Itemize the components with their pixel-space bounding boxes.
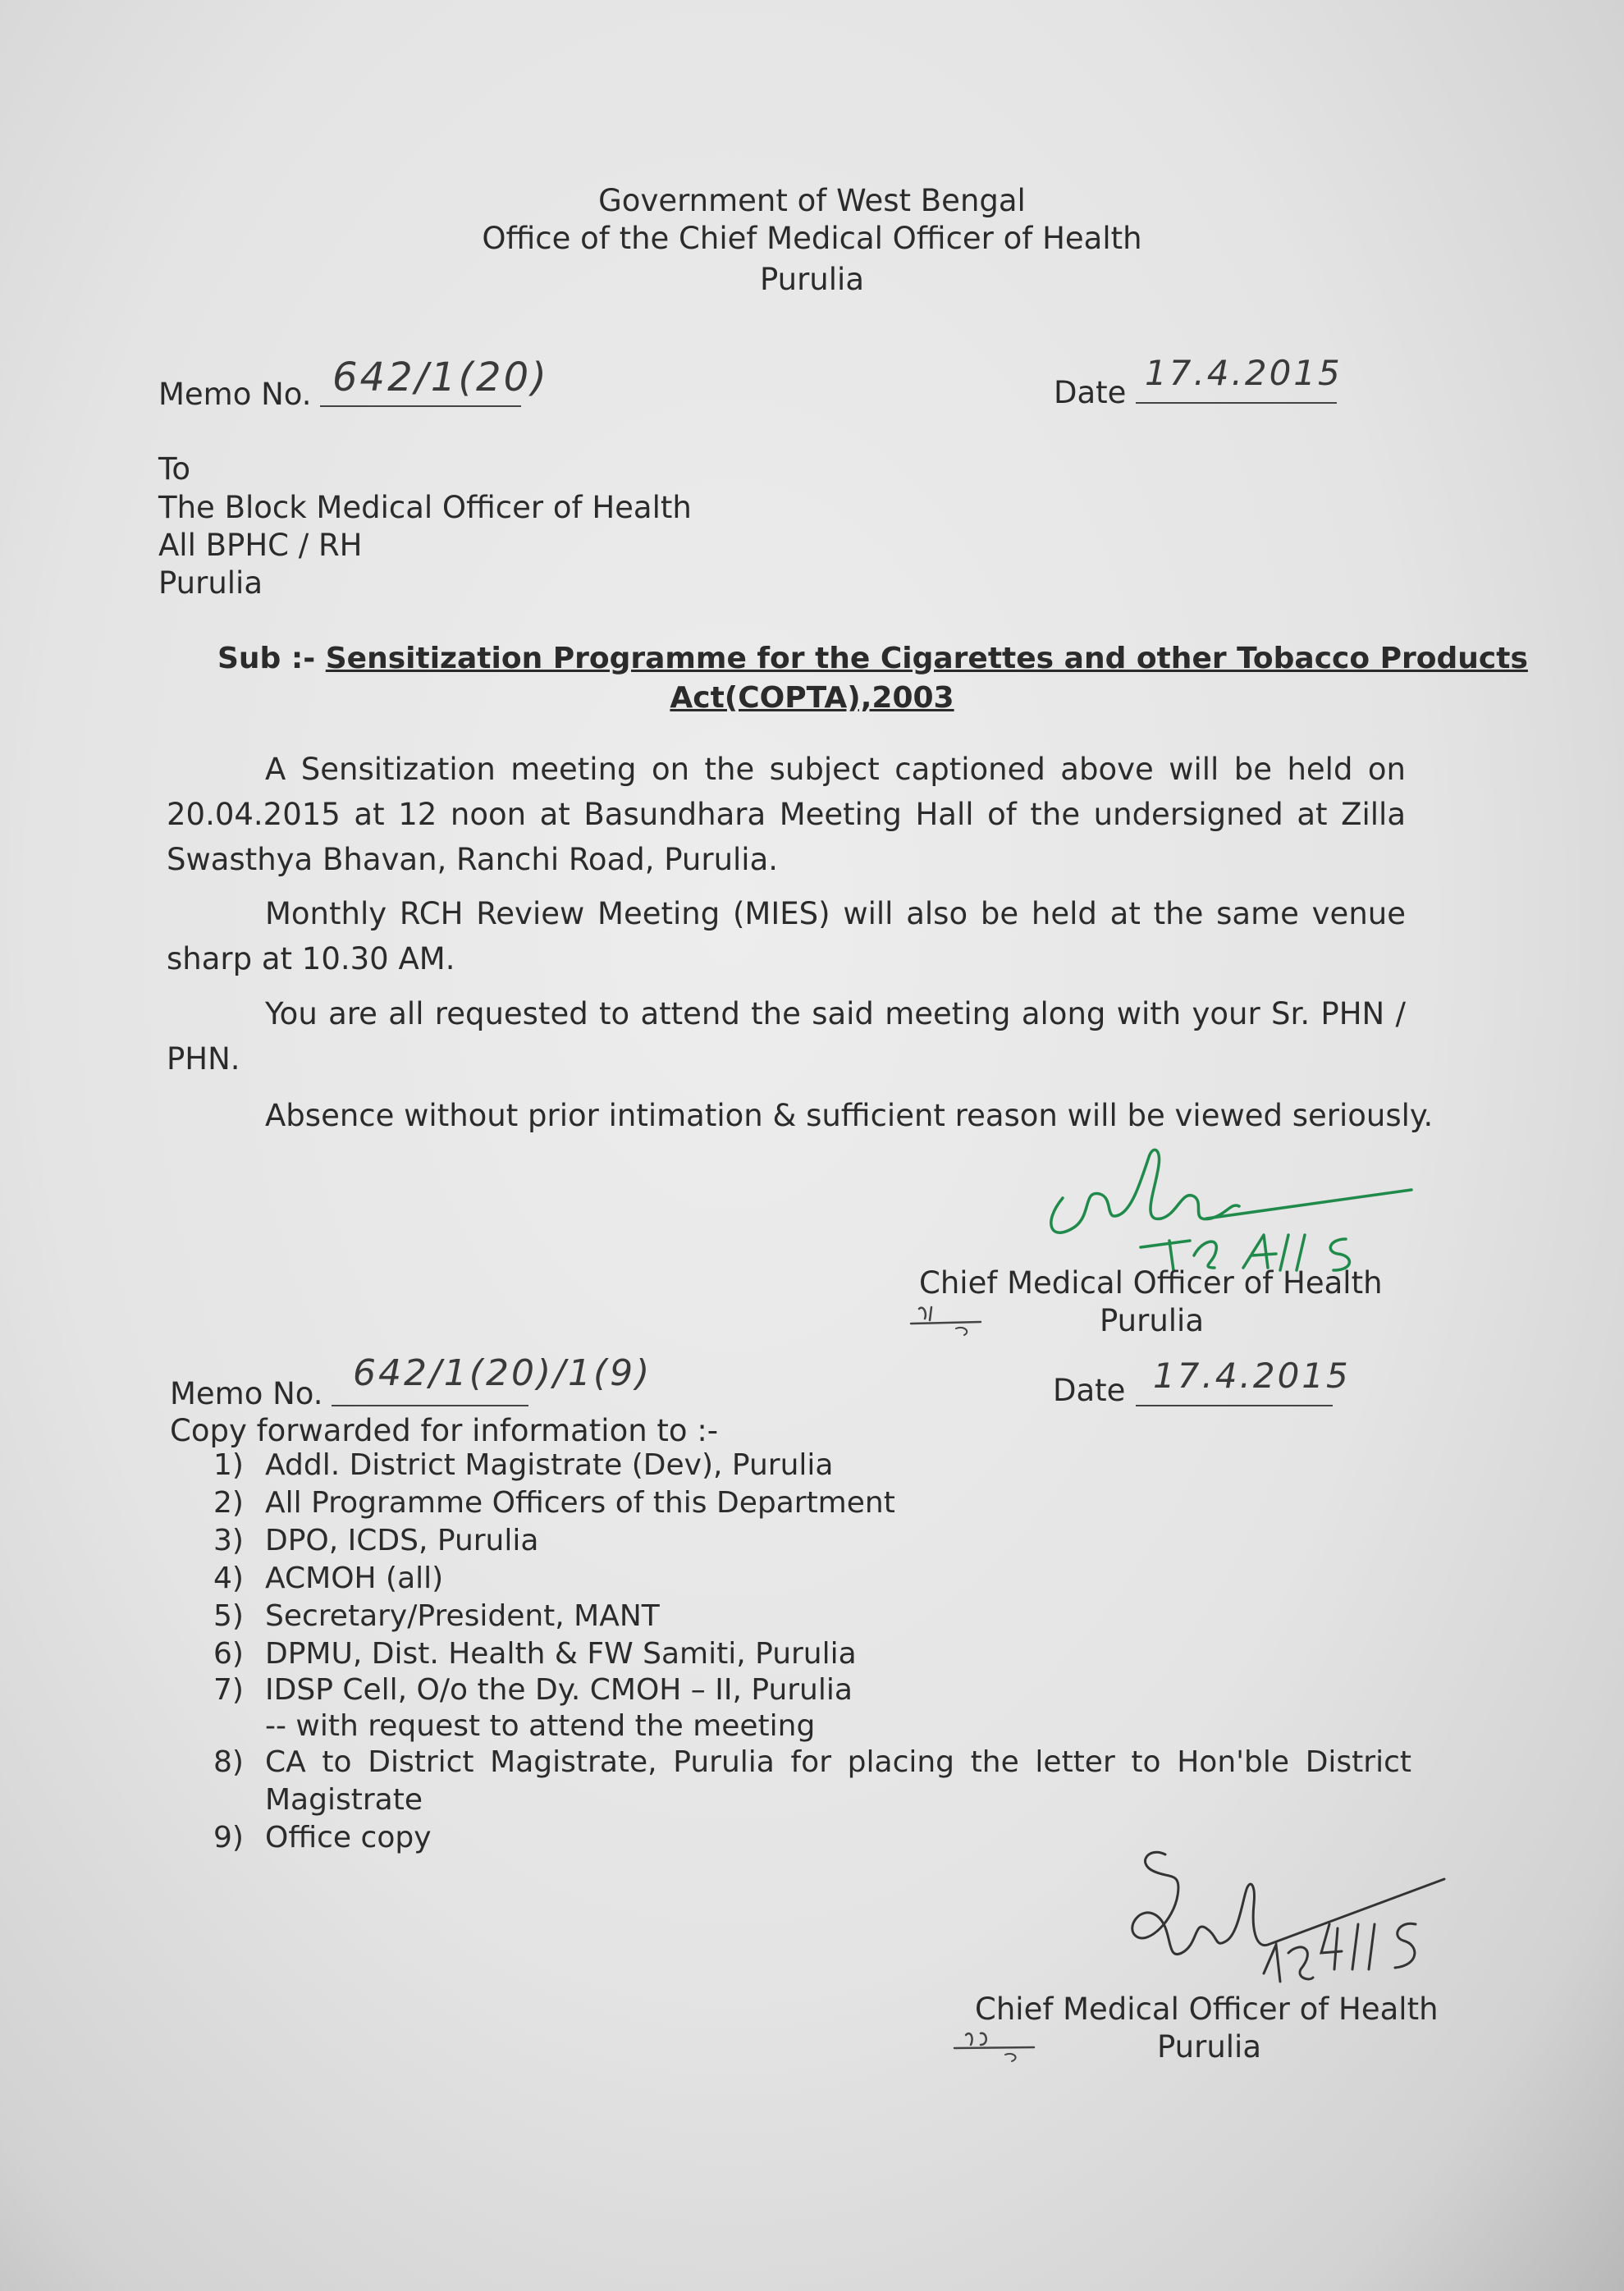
- p3-line-2: PHN.: [167, 1041, 240, 1077]
- p1-line-2: 20.04.2015 at 12 noon at Basundhara Meeting Hall of the undersigned at Zilla: [167, 797, 1406, 832]
- header-place: Purulia: [759, 262, 864, 297]
- header-government: Government of West Bengal: [598, 183, 1026, 218]
- signature-1-initial-mark: [907, 1301, 997, 1338]
- list-item: 4) ACMOH (all): [213, 1562, 444, 1595]
- signature-2-place: Purulia: [1157, 2029, 1262, 2065]
- list-item: 8) CA to District Magistrate, Purulia for placing the letter to Hon'ble District: [213, 1745, 1411, 1779]
- subject-text-1: Sensitization Programme for the Cigarettes and other Tobacco Products: [325, 642, 1528, 675]
- subject-prefix: Sub :-: [217, 642, 316, 675]
- subject-line-1: [217, 642, 1528, 675]
- p2-line-1: Monthly RCH Review Meeting (MIES) will also be held at the same venue: [265, 896, 1406, 931]
- header-office: Office of the Chief Medical Officer of Health: [482, 221, 1142, 256]
- to-unit: All BPHC / RH: [158, 528, 363, 563]
- p3-line-1: You are all requested to attend the said meeting along with your Sr. PHN /: [265, 996, 1406, 1031]
- signature-1-place: Purulia: [1100, 1303, 1205, 1338]
- list-item: -- with request to attend the meeting: [265, 1709, 816, 1743]
- to-recipient: The Block Medical Officer of Health: [158, 490, 692, 525]
- list-item: 6) DPMU, Dist. Health & FW Samiti, Purulia: [213, 1637, 857, 1671]
- date-handwritten: 17.4.2015: [1145, 353, 1343, 393]
- date-underline: [1136, 402, 1337, 404]
- p1-line-3: Swasthya Bhavan, Ranchi Road, Purulia.: [167, 842, 779, 877]
- paragraph-4: Absence without prior intimation & sufficient reason will be viewed seriously.: [265, 1098, 1434, 1133]
- paragraph-3: [167, 991, 1406, 1081]
- subject-text-2: Act(COPTA),2003: [670, 681, 954, 715]
- p1-line-1: A Sensitization meeting on the subject captioned above will be held on: [265, 752, 1406, 787]
- signature-1-title: Chief Medical Officer of Health: [919, 1265, 1383, 1301]
- signature-2-title: Chief Medical Officer of Health: [975, 1991, 1439, 2027]
- list-item: Magistrate: [265, 1783, 423, 1817]
- paragraph-2: [167, 891, 1406, 981]
- memo-label: Memo No.: [158, 377, 312, 412]
- memo-2-number-handwritten: 642/1(20)/1(9): [353, 1352, 652, 1394]
- paragraph-1: [167, 747, 1406, 882]
- memo-2-underline: [332, 1405, 528, 1406]
- list-item: 7) IDSP Cell, O/o the Dy. CMOH – II, Purulia: [213, 1673, 853, 1707]
- memo-2-label: Memo No.: [170, 1376, 323, 1411]
- list-item: 2) All Programme Officers of this Department: [213, 1486, 895, 1520]
- date-2-label: Date: [1053, 1373, 1126, 1408]
- list-item: 5) Secretary/President, MANT: [213, 1599, 660, 1633]
- date-2-underline: [1136, 1405, 1333, 1406]
- signature-1: [1018, 1132, 1444, 1272]
- list-item: 1) Addl. District Magistrate (Dev), Purulia: [213, 1448, 834, 1482]
- to-place: Purulia: [158, 565, 263, 601]
- p2-line-2: sharp at 10.30 AM.: [167, 941, 455, 976]
- date-2-handwritten: 17.4.2015: [1153, 1356, 1351, 1396]
- to-label: To: [158, 451, 190, 487]
- copy-intro: Copy forwarded for information to :-: [170, 1413, 719, 1448]
- signature-2: [1091, 1838, 1469, 2002]
- signature-2-initial-mark: [948, 2025, 1046, 2065]
- subject-line-2: [0, 681, 1624, 715]
- memo-number-handwritten: 642/1(20): [332, 354, 549, 400]
- memo-underline: [320, 405, 521, 407]
- date-label: Date: [1054, 375, 1127, 410]
- list-item: 9) Office copy: [213, 1821, 432, 1854]
- list-item: 3) DPO, ICDS, Purulia: [213, 1524, 539, 1557]
